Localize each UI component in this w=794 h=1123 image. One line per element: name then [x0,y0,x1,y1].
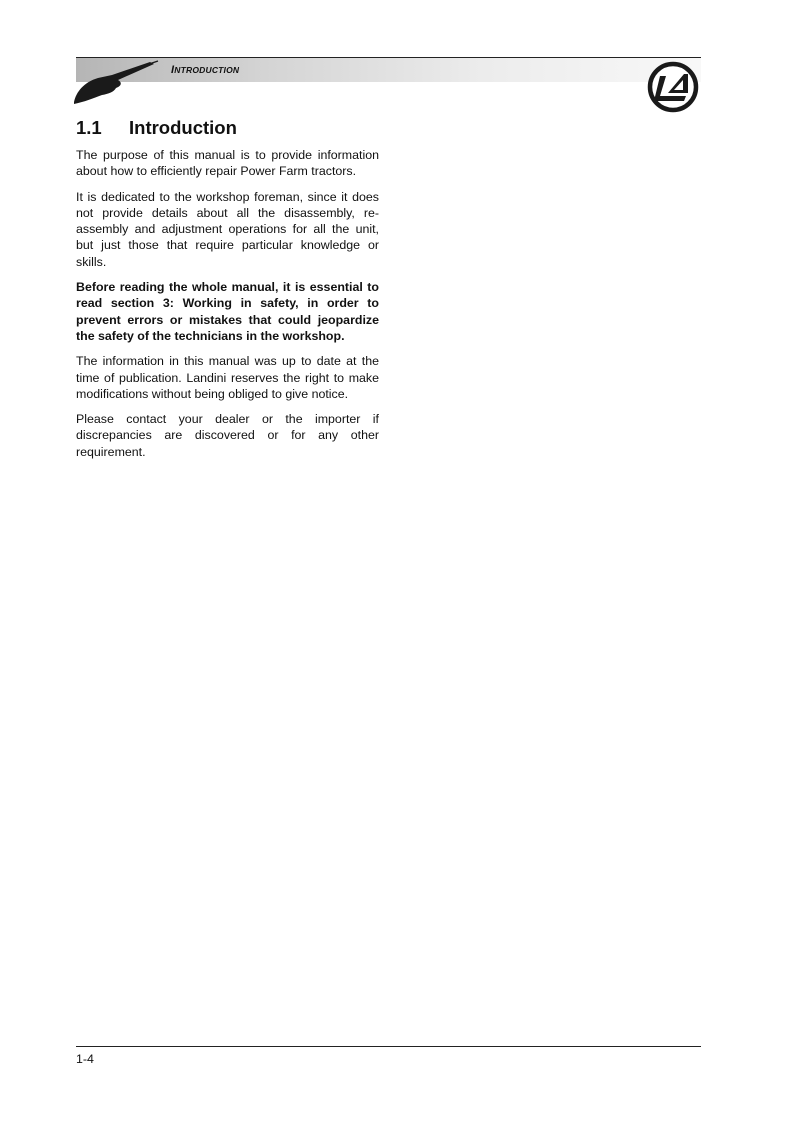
section-title: Introduction [129,117,237,138]
paragraph-publication-notice: The information in this manual was up to date at the time of publication. Landini reserves the right to make modifications without being obliged to give notice. [76,354,379,401]
page-number: 1-4 [76,1052,94,1066]
running-header-title: INTRODUCTION [171,64,240,76]
paragraph-contact: Please contact your dealer or the importer if discrepancies are discovered or for any other requirement. [76,412,379,459]
header-band [76,57,701,82]
landini-logo-icon [646,60,700,114]
body-text [76,147,379,469]
section-number: 1.1 [76,117,102,138]
footer-rule [76,1046,701,1047]
section-heading [76,117,237,139]
paragraph-safety-warning: Before reading the whole manual, it is essential to read section 3: Working in safety, in order to prevent errors or mistakes that could jeopardize the safety of the technicians in the workshop. [76,280,379,343]
paragraph-purpose: The purpose of this manual is to provide information about how to efficiently repair Power Farm tractors. [76,148,379,179]
paragraph-audience: It is dedicated to the workshop foreman, since it does not provide details about all the disassembly, re-assembly and adjustment operations for all the unit, but just those that require particular knowledge or skills. [76,189,379,269]
pointing-hand-icon [72,58,162,108]
